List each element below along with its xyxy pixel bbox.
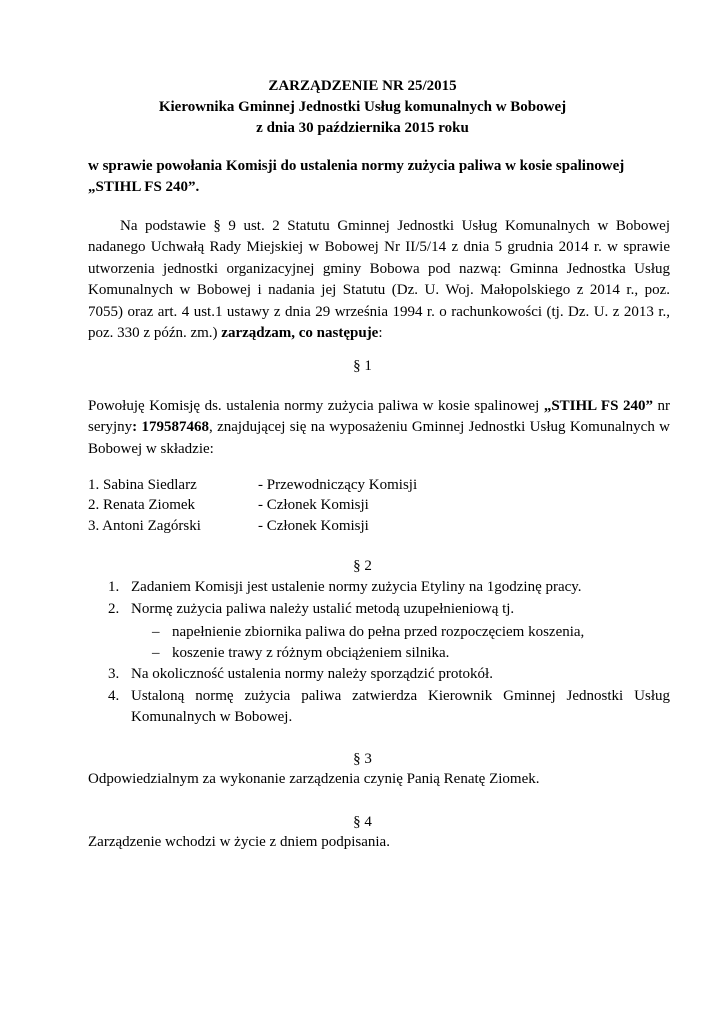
preamble-paragraph [88,216,670,344]
section-3-text: Odpowiedzialnym za wykonanie zarządzenia czynię Panią Renatę Ziomek. [88,771,540,787]
list-item-number: 2. [108,601,120,617]
section-4-text: Zarządzenie wchodzi w życie z dniem podpisania. [88,834,390,850]
member-row [88,495,369,515]
list-item-text: Zadaniem Komisji jest ustalenie normy zużycia Etyliny na 1godzinę pracy. [131,579,582,595]
sub-list-item [152,622,672,643]
section-1-heading: § 1 [353,358,372,374]
section-1-paragraph [88,396,670,460]
document-title: ZARZĄDZENIE NR 25/2015 [268,78,457,94]
section-4-heading: § 4 [353,814,372,830]
list-item-text: Na okoliczność ustalenia normy należy sporządzić protokół. [131,666,493,682]
member-name: 1. Sabina Siedlarz [88,477,197,493]
sub-list-item [152,643,672,664]
subject-line-1: w sprawie powołania Komisji do ustalenia normy zużycia paliwa w kosie spalinowej [88,158,625,174]
serial-label: nr seryjny [88,398,671,436]
list-item-text: Normę zużycia paliwa należy ustalić metodą uzupełnieniową tj. [131,601,515,617]
preamble-text: Na podstawie § 9 ust. 2 Statutu Gminnej Jednostki Usług Komunalnych w Bobowej nadanego Uchwałą Rady Miejskiej w Bobowej Nr II/5/14 z dnia 5 grudnia 2014 r. w sprawie utworzenia jednostki organizacyjnej gminy Bobowa pod nazwą: Gminna Jednostka Usług Komunalnych w Bobowej i nadania jej Statutu (Dz. U. Woj. Małopolskiego z 2014 r., poz. 7055) oraz art. 4 ust.1 ustawy z dnia 29 września 1994 r. o rachunkowości (tj. Dz. U. z 2013 r., poz. 330 z późn. zm.) [88,218,670,342]
serial-number: 179587468 [141,419,209,436]
list-item-number: 4. [108,688,120,704]
section-3-heading: § 3 [353,751,372,767]
document-issuer: Kierownika Gminnej Jednostki Usług komunalnych w Bobowej [158,99,567,115]
document-date: z dnia 30 października 2015 roku [256,120,469,136]
list-item [108,686,670,728]
list-item-number: 3. [108,666,120,682]
list-item [108,664,670,685]
list-item-number: 1. [108,579,120,595]
sub-list-item-text: napełnienie zbiornika paliwa do pełna przed rozpoczęciem koszenia, [172,624,585,640]
member-row [88,475,417,495]
section-1-text-start: Powołuję Komisję ds. ustalenia normy zużycia paliwa w kosie spalinowej [88,398,540,414]
list-item [108,599,670,620]
member-row [88,516,369,536]
preamble-bold: zarządzam, co następuje [221,325,379,342]
member-role: - Przewodniczący Komisji [258,477,418,493]
member-role: - Członek Komisji [258,497,369,513]
member-name: 2. Renata Ziomek [88,497,196,513]
serial-colon: : [132,419,142,436]
member-name: 3. Antoni Zagórski [88,518,201,534]
member-role: - Członek Komisji [258,518,369,534]
dash-bullet: – [152,645,160,661]
preamble-end: : [378,325,383,342]
device-name: „STIHL FS 240” [543,398,653,414]
subject-line-2: „STIHL FS 240”. [88,179,200,195]
sub-list-item-text: koszenie trawy z różnym obciążeniem silnika. [172,645,450,661]
dash-bullet: – [152,624,160,640]
section-1-text-end: , znajdującej się na wyposażeniu Gminnej Jednostki Usług Komunalnych w Bobowej w składzie: [88,419,670,457]
section-2-heading: § 2 [353,558,372,574]
list-item [108,577,670,598]
list-item-text: Ustaloną normę zużycia paliwa zatwierdza Kierownik Gminnej Jednostki Usług Komunalnych w Bobowej. [131,688,670,725]
